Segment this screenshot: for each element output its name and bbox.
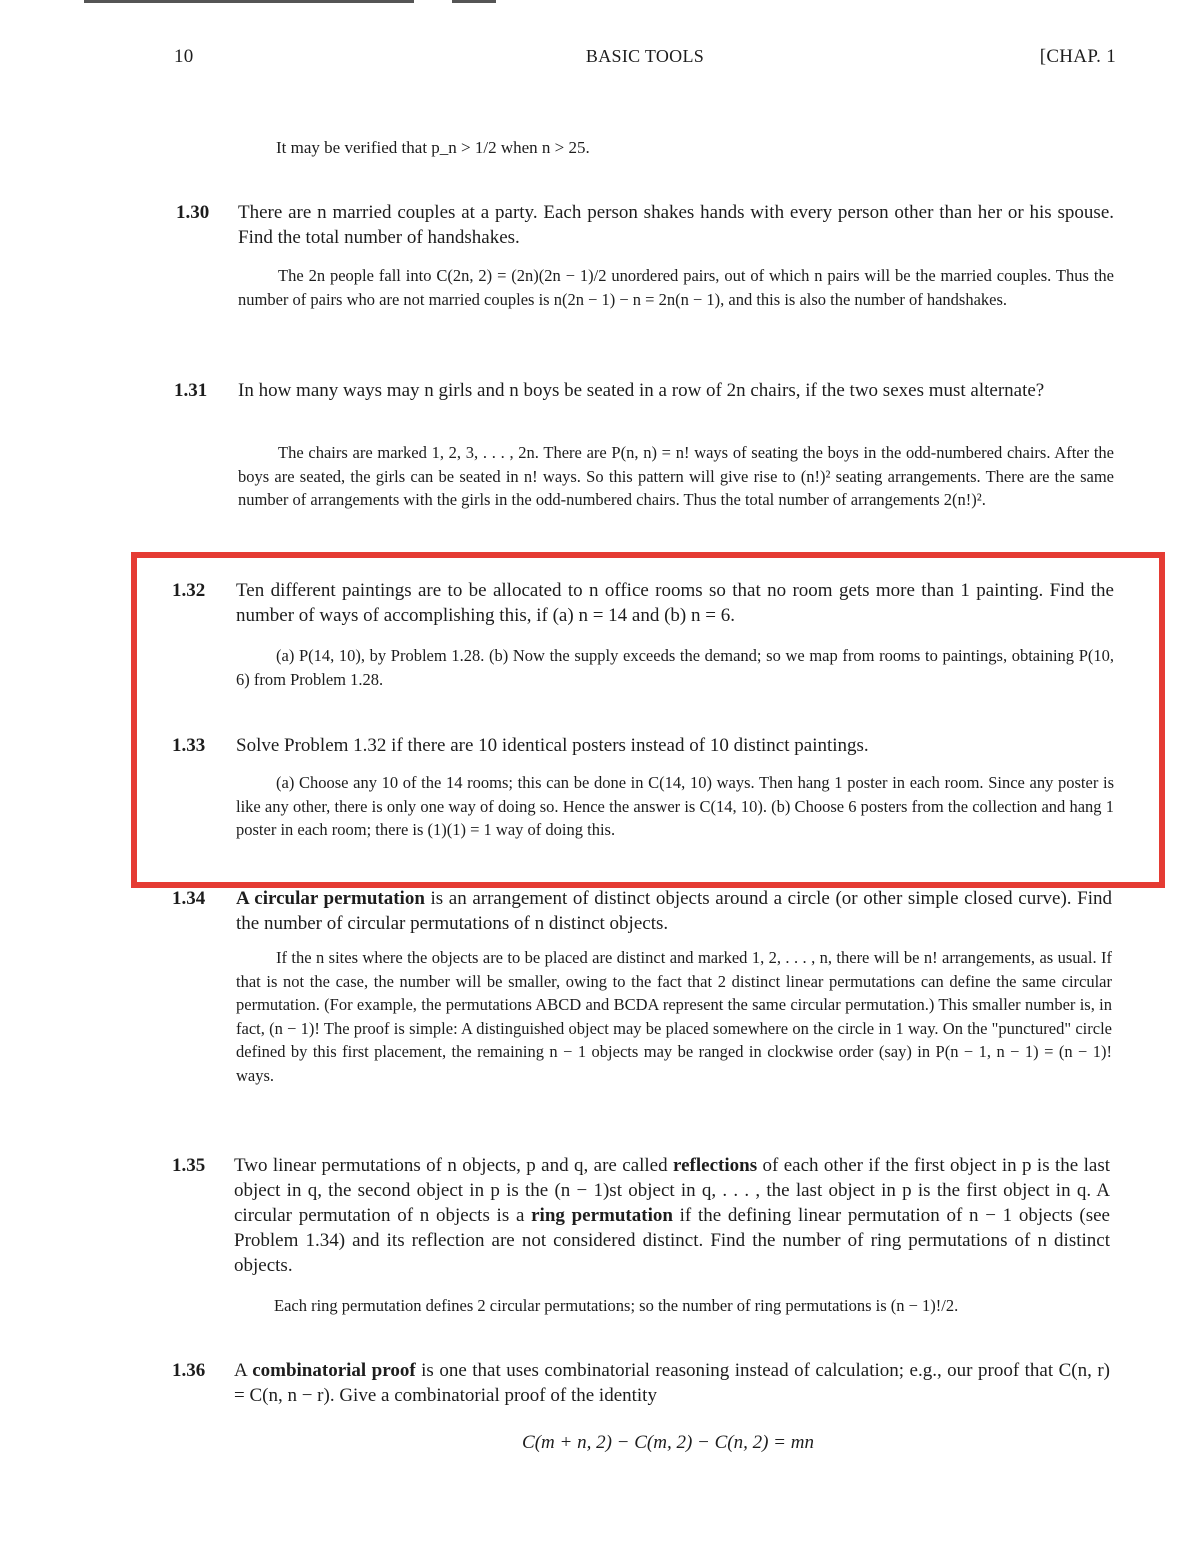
term-circular-permutation: A circular permutation <box>236 888 425 909</box>
problem-statement <box>236 886 1112 936</box>
problem-solution: The chairs are marked 1, 2, 3, . . . , 2n. There are P(n, n) = n! ways of seating the boys in the odd-numbered chairs. After the boys are seated, the girls can be seated in n! ways. So this pattern will give rise to (n!)² seating arrangements. There are the same number of arrangements with the girls in the odd-numbered chairs. Thus the total number of arrangements 2(n!)². <box>238 443 1114 509</box>
problem-solution: (a) Choose any 10 of the 14 rooms; this can be done in C(14, 10) ways. Then hang 1 poster in each room. Since any poster is like any other, there is only one way of doing so. Hence the answer is C(14, 10). (b) Choose 6 posters from the collection and hang 1 poster in each room; there is (1)(1) = 1 way of doing this. <box>236 773 1114 839</box>
problem-number: 1.35 <box>172 1155 206 1176</box>
problem-solution: If the n sites where the objects are to be placed are distinct and marked 1, 2, . . . , n, there will be n! arrangements, as usual. If that is not the case, the number will be smaller, owing to the fact that 2 distinct linear permutations can define the same circular permutation. (For example, the permutations ABCD and BCDA represent the same circular permutation.) This smaller number is, in fact, (n − 1)! The proof is simple: A distinguished object may be placed somewhere on the circle in 1 way. On the "punctured" circle defined by this first placement, the remaining n − 1 objects may be ranged in clockwise order (say) in P(n − 1, n − 1) = (n − 1)! ways. <box>236 948 1112 1085</box>
problem-statement: There are n married couples at a party. Each person shakes hands with every person other than her or his spouse. Find the total number of handshakes. <box>238 202 1114 248</box>
problem-number: 1.30 <box>176 202 210 223</box>
running-title: BASIC TOOLS <box>585 46 705 66</box>
problem-number: 1.33 <box>172 735 206 756</box>
problem-statement: Solve Problem 1.32 if there are 10 identical posters instead of 10 distinct paintings. <box>236 735 869 756</box>
problem-number: 1.34 <box>172 888 206 909</box>
statement-text: A <box>234 1360 247 1381</box>
problem-statement <box>234 1153 1110 1278</box>
page-number: 10 <box>174 46 194 67</box>
statement-text: Two linear permutations of n objects, p and q, are called <box>234 1155 668 1176</box>
problem-statement: In how many ways may n girls and n boys be seated in a row of 2n chairs, if the two sexes must alternate? <box>238 380 1045 401</box>
scan-rule-right <box>452 0 496 3</box>
intro-line: It may be verified that p_n > 1/2 when n > 25. <box>276 138 590 157</box>
problem-number: 1.31 <box>174 380 208 401</box>
statement-text: of each other if the first object in p is the last object in q, the second object in p is the (n − 1)st object in q, . . . , the last object in p is the first object in q. A circular permutation of n objects is a <box>234 1155 1111 1226</box>
problem-number: 1.32 <box>172 580 206 601</box>
statement-text: if the defining linear permutation of n − 1 objects (see Problem 1.34) and its reflection are not considered distinct. Find the number of ring permutations of n distinct objects. <box>234 1205 1110 1276</box>
chapter-label: [CHAP. 1 <box>1039 46 1116 67</box>
identity-formula: C(m + n, 2) − C(m, 2) − C(n, 2) = mn <box>522 1432 814 1453</box>
problem-solution: (a) P(14, 10), by Problem 1.28. (b) Now the supply exceeds the demand; so we map from rooms to paintings, obtaining P(10, 6) from Problem 1.28. <box>236 646 1114 689</box>
problem-number: 1.36 <box>172 1360 206 1381</box>
term-reflections: reflections <box>673 1155 758 1176</box>
problem-statement <box>234 1358 1110 1408</box>
statement-text: is one that uses combinatorial reasoning instead of calculation; e.g., our proof that C(n, r) = C(n, n − r). Give a combinatorial proof of the identity <box>234 1360 1111 1406</box>
problem-solution: Each ring permutation defines 2 circular permutations; so the number of ring permutations is (n − 1)!/2. <box>274 1296 959 1315</box>
problem-solution: The 2n people fall into C(2n, 2) = (2n)(2n − 1)/2 unordered pairs, out of which n pairs will be the married couples. Thus the number of pairs who are not married couples is n(2n − 1) − n = 2n(n − 1), and this is also the number of handshakes. <box>238 266 1114 309</box>
statement-text: is an arrangement of distinct objects around a circle (or other simple closed curve). Find the number of circular permutations of n distinct objects. <box>236 888 1113 934</box>
term-combinatorial-proof: combinatorial proof <box>252 1360 416 1381</box>
term-ring-permutation: ring permutation <box>531 1205 673 1226</box>
problem-statement: Ten different paintings are to be allocated to n office rooms so that no room gets more than 1 painting. Find the number of ways of accomplishing this, if (a) n = 14 and (b) n = 6. <box>236 580 1114 626</box>
scan-rule-left <box>84 0 414 3</box>
